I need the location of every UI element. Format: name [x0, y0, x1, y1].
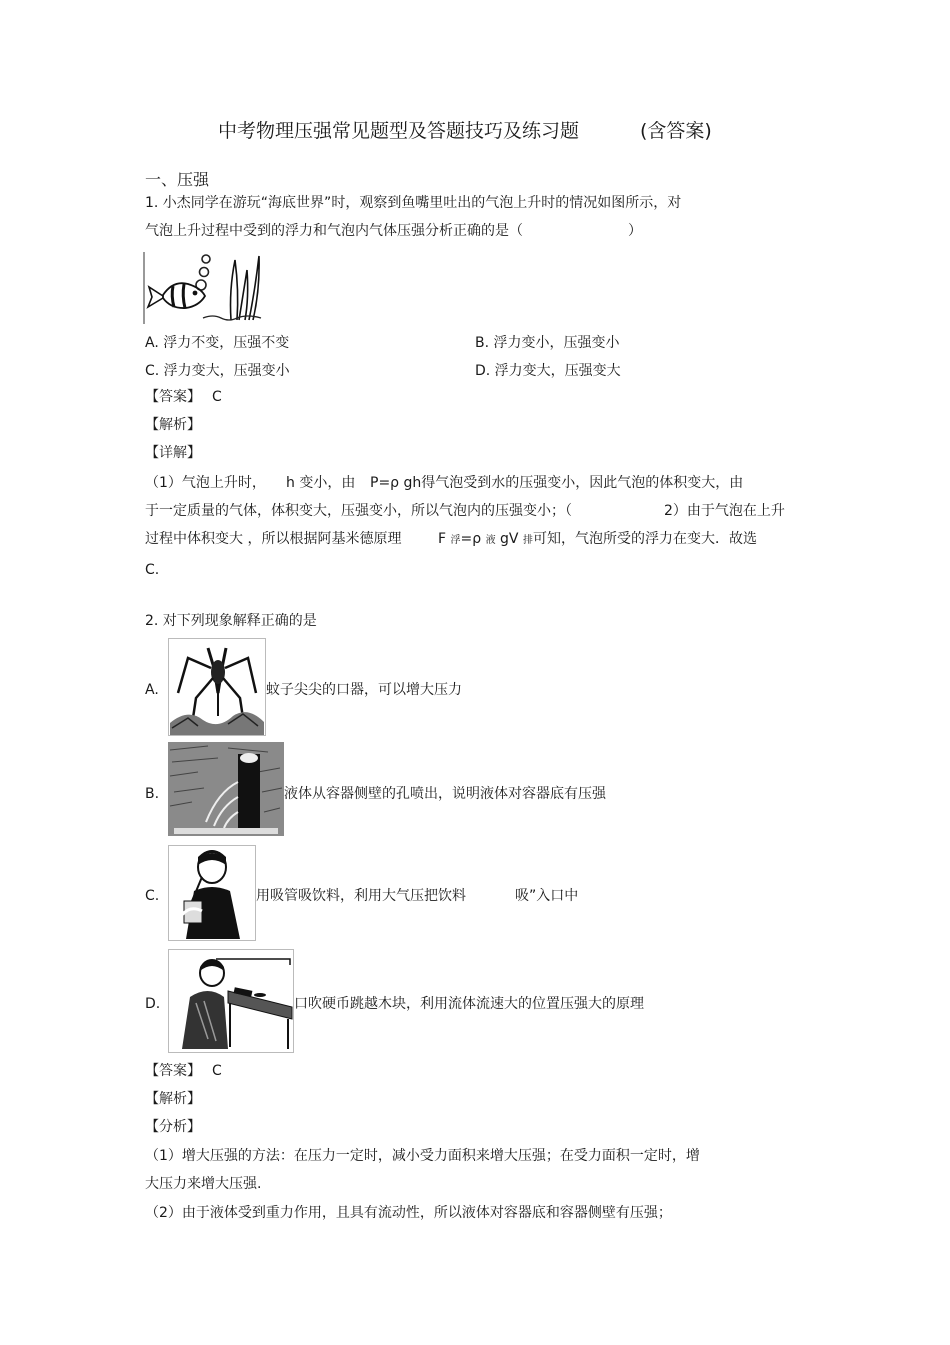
- q1-detail-l3-end: 可知，气泡所受的浮力在变大．故选: [532, 531, 757, 547]
- q1-formula: [438, 530, 757, 550]
- page-title-suffix: (含答案): [640, 120, 712, 142]
- q2-fenxi-l2: 大压力来增大压强.: [145, 1176, 262, 1192]
- q1-stem-line1: 1. 小杰同学在游玩“海底世界”时，观察到鱼嘴里吐出的气泡上升时的情况如图所示，对: [145, 195, 682, 211]
- q2-option-a-text: 蚊子尖尖的口器，可以增大压力: [266, 682, 462, 698]
- q1-detail-l4: C.: [145, 562, 160, 578]
- q2-fenxi-l3: （2）由于液体受到重力作用，且具有流动性，所以液体对容器底和容器侧壁有压强；: [145, 1205, 672, 1221]
- formula-sub-pai: 排: [522, 535, 533, 546]
- formula-sub-ye: 液: [485, 535, 496, 546]
- q1-detail-l1-a: （1）气泡上升时，: [145, 475, 266, 491]
- q2-option-c-label: C.: [145, 888, 160, 904]
- q2-option-c-text-2: 吸”入口中: [515, 888, 579, 904]
- q1-answer-label: 【答案】: [145, 389, 201, 405]
- liquid-jet-figure: [168, 742, 284, 836]
- q2-answer-label: 【答案】: [145, 1063, 201, 1079]
- q1-detail-label: 【详解】: [145, 445, 201, 461]
- boy-drinking-figure: [168, 845, 256, 941]
- q1-detail-l2-b: 2）由于气泡在上升: [664, 503, 785, 519]
- blow-coin-figure: [168, 949, 294, 1053]
- q1-option-b: B. 浮力变小，压强变小: [475, 335, 620, 351]
- q1-stem-line2: 气泡上升过程中受到的浮力和气泡内气体压强分析正确的是（: [145, 223, 523, 239]
- q2-stem: 2. 对下列现象解释正确的是: [145, 613, 317, 629]
- q1-option-c: C. 浮力变大，压强变小: [145, 363, 290, 379]
- q1-analysis-label: 【解析】: [145, 417, 201, 433]
- mosquito-figure: [168, 638, 266, 736]
- formula-rho: =ρ: [460, 531, 482, 547]
- q2-answer-value: C: [212, 1063, 222, 1079]
- q1-option-a: A. 浮力不变，压强不变: [145, 335, 290, 351]
- fish-bubbles-figure: [143, 250, 263, 324]
- formula-F: F: [438, 531, 447, 547]
- q1-detail-l2-a: 于一定质量的气体，体积变大，压强变小，所以气泡内的压强变小；（: [145, 503, 572, 519]
- q2-option-c-text-1: 用吸管吸饮料，利用大气压把饮料: [256, 888, 466, 904]
- q2-fenxi-l1: （1）增大压强的方法：在压力一定时，减小受力面积来增大压强；在受力面积一定时，增: [145, 1148, 700, 1164]
- q2-option-b-text: 液体从容器侧壁的孔喷出，说明液体对容器底有压强: [284, 786, 606, 802]
- section-heading: 一、压强: [145, 170, 210, 189]
- q1-stem-close-paren: ）: [628, 223, 642, 239]
- q1-detail-l1-c: P=ρ gh得气泡受到水的压强变小，因此气泡的体积变大，由: [370, 475, 744, 491]
- q1-detail-l1-b: h 变小，由: [286, 475, 356, 491]
- formula-sub-fu: 浮: [450, 535, 461, 546]
- q2-option-a-label: A.: [145, 682, 159, 698]
- q2-analysis-label: 【解析】: [145, 1091, 201, 1107]
- page-title: 中考物理压强常见题型及答题技巧及练习题: [218, 120, 580, 142]
- q2-option-d-label: D.: [145, 996, 161, 1012]
- q2-option-b-label: B.: [145, 786, 160, 802]
- q2-fenxi-label: 【分析】: [145, 1119, 201, 1135]
- q1-answer-value: C: [212, 389, 222, 405]
- formula-gV: gV: [500, 531, 519, 547]
- q1-detail-l3-a: 过程中体积变大 ，所以根据阿基米德原理: [145, 531, 402, 547]
- q2-option-d-text: 口吹硬币跳越木块，利用流体流速大的位置压强大的原理: [294, 996, 644, 1012]
- q1-option-d: D. 浮力变大，压强变大: [475, 363, 621, 379]
